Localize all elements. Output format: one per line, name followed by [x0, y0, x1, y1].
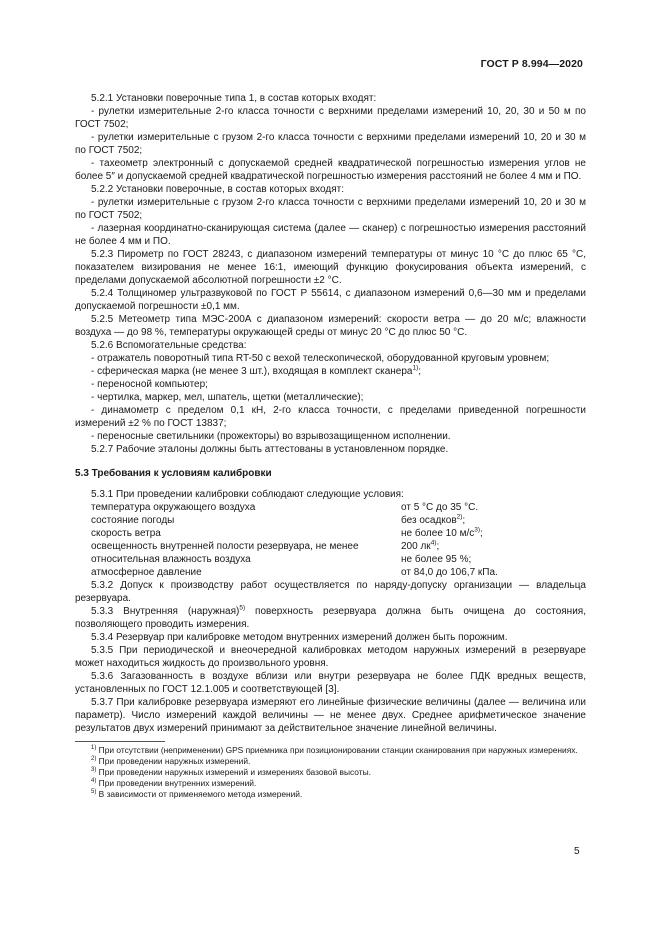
- footnote-divider: [75, 741, 165, 742]
- condition-value-text: от 84,0 до 106,7 кПа.: [401, 567, 498, 578]
- condition-row: [75, 527, 586, 540]
- condition-value-tail: ;: [480, 528, 483, 539]
- clause-text: 5.3.5 При периодической и внеочередной калибровках методом наружных измерений в резервуаре может находиться жидкость до произвольного уровня.: [75, 645, 586, 669]
- footnote: [75, 767, 586, 778]
- condition-row: [75, 540, 586, 553]
- clause-paragraph: [75, 157, 586, 183]
- condition-value: [401, 540, 439, 553]
- condition-value-tail: ;: [436, 541, 440, 552]
- footnote-ref: 5): [239, 604, 246, 612]
- conditions-table: [75, 501, 586, 579]
- condition-value: [401, 501, 478, 514]
- condition-row: [75, 553, 586, 566]
- footnote-mark: 2): [91, 756, 97, 763]
- clause-paragraph: [75, 430, 586, 443]
- footnote-text: При проведении внутренних измерений.: [98, 778, 257, 788]
- clause-paragraph: [75, 378, 586, 391]
- clause-text: - отражатель поворотный типа RT-50 с вехой телескопической, оборудованной круговым уровнем;: [91, 353, 550, 364]
- condition-value-tail: ;: [462, 515, 466, 526]
- clause-paragraph: [75, 222, 586, 248]
- clause-text: - рулетки измерительные 2-го класса точности с верхними пределами измерений 10, 20, 30 и 50 м по ГОСТ 7502;: [75, 106, 586, 130]
- condition-value-text: 200 лк: [401, 541, 431, 552]
- footnote: [75, 756, 586, 767]
- condition-row: [75, 514, 586, 527]
- clause-paragraph: [75, 670, 586, 696]
- footnote-text: При отсутствии (неприменении) GPS приемника при позиционировании станции сканирования при наружных измерениях.: [98, 745, 578, 755]
- condition-value-text: не более 95 %;: [401, 554, 472, 565]
- clause-text: 5.2.1 Установки поверочные типа 1, в состав которых входят:: [91, 93, 377, 104]
- footnote-ref: 1): [412, 364, 419, 372]
- clause-paragraph: [75, 287, 586, 313]
- clause-paragraph: [75, 92, 586, 105]
- clause-paragraph: [75, 443, 586, 456]
- clause-text: 5.2.3 Пирометр по ГОСТ 28243, с диапазоном измерений температуры от минус 10 °С до плюс 65 °С, показателем визирования не менее 16:1, имеющий функцию фокусирования объекта измерений, с пределами допускаемой абсолютной погрешности ±2 °С.: [75, 249, 586, 286]
- clause-paragraph: [75, 183, 586, 196]
- clause-text: 5.3.3 Внутренняя (наружная): [91, 606, 240, 617]
- page-number: 5: [574, 846, 580, 857]
- condition-value-text: от 5 °С до 35 °С.: [401, 502, 479, 513]
- clause-text-tail: ;: [418, 366, 422, 377]
- section-heading-5-3: 5.3 Требования к условиям калибровки: [75, 468, 272, 479]
- clause-paragraph: [75, 313, 586, 339]
- clause-text: - сферическая марка (не менее 3 шт.), входящая в комплект сканера: [91, 366, 413, 377]
- condition-label: температура окружающего воздуха: [91, 502, 256, 513]
- footnote-mark: 5): [91, 789, 97, 796]
- condition-row: [75, 566, 586, 579]
- condition-value: [401, 566, 498, 579]
- condition-value: [401, 514, 465, 527]
- clause-paragraph: [75, 196, 586, 222]
- clause-text: 5.3.4 Резервуар при калибровке методом внутренних измерений должен быть порожним.: [91, 632, 508, 643]
- footnote-text: При проведении наружных измерений.: [98, 756, 251, 766]
- document-body: [75, 92, 586, 800]
- clause-paragraph: [75, 631, 586, 644]
- condition-label: атмосферное давление: [91, 567, 202, 578]
- footnote-text: При проведении наружных измерений и измерениях базовой высоты.: [98, 767, 371, 777]
- condition-label: состояние погоды: [91, 515, 175, 526]
- clause-paragraph: [75, 248, 586, 287]
- clause-text: 5.2.7 Рабочие эталоны должны быть аттестованы в установленном порядке.: [91, 444, 449, 455]
- footnote-ref: 2): [456, 513, 463, 521]
- condition-value: [401, 553, 471, 566]
- clause-text: 5.3.2 Допуск к производству работ осуществляется по наряду-допуску организации — владельца резервуара.: [75, 580, 586, 604]
- clause-text: - рулетки измерительные с грузом 2-го класса точности с верхними пределами измерений 10, 20 и 30 м по ГОСТ 7502;: [75, 197, 586, 221]
- conditions-intro: 5.3.1 При проведении калибровки соблюдают следующие условия:: [91, 489, 404, 500]
- condition-label: освещенность внутренней полости резервуара, не менее: [91, 541, 359, 552]
- clause-text: - тахеометр электронный с допускаемой средней квадратической погрешностью измерения углов не более 5″ и допускаемой средней квадратической погрешностью измерения расстояний не более 4 мм и ПО.: [75, 158, 586, 182]
- condition-value: [401, 527, 483, 540]
- document-header-id: ГОСТ Р 8.994—2020: [480, 58, 583, 70]
- footnote-text: В зависимости от применяемого метода измерений.: [98, 789, 303, 799]
- footnote-ref: 3): [474, 526, 481, 534]
- clause-text: 5.2.2 Установки поверочные, в состав которых входят:: [91, 184, 344, 195]
- clause-text: 5.2.6 Вспомогательные средства:: [91, 340, 247, 351]
- footnote-mark: 4): [91, 778, 97, 785]
- clause-paragraph: [75, 365, 586, 378]
- clause-text: 5.3.7 При калибровке резервуара измеряют его линейные физические величины (далее — величина или параметр). Число измерений каждой величины — не менее двух. Среднее арифметическое значение результатов двух измерений принимают за действительное значение линейной величины.: [75, 697, 586, 734]
- clause-text: - переносной компьютер;: [91, 379, 208, 390]
- clause-text: - переносные светильники (прожекторы) во взрывозащищенном исполнении.: [91, 431, 451, 442]
- clause-paragraph: [75, 579, 586, 605]
- clause-paragraph: [75, 352, 586, 365]
- clause-text: - динамометр с пределом 0,1 кН, 2-го класса точности, с пределами приведенной погрешности измерений ±2 % по ГОСТ 13837;: [75, 405, 586, 429]
- clause-text: - рулетки измерительные с грузом 2-го класса точности с верхними пределами измерений 10, 20 и 30 м по ГОСТ 7502;: [75, 132, 586, 156]
- condition-value-text: не более 10 м/с: [401, 528, 475, 539]
- clause-paragraph: [75, 391, 586, 404]
- condition-value-text: без осадков: [401, 515, 457, 526]
- footnote: [75, 745, 586, 756]
- footnotes: [75, 745, 586, 800]
- clause-paragraph: [75, 339, 586, 352]
- clause-text: - чертилка, маркер, мел, шпатель, щетки (металлические);: [91, 392, 364, 403]
- clause-text: 5.3.6 Загазованность в воздухе вблизи или внутри резервуара не более ПДК вредных веществ, установленных по ГОСТ 12.1.005 и соответствующей [3].: [75, 671, 586, 695]
- clause-text: 5.2.4 Толщиномер ультразвуковой по ГОСТ Р 55614, с диапазоном измерений 0,6—30 мм и пределами допускаемой погрешности ±0,1 мм.: [75, 288, 586, 312]
- clause-text-tail: поверхность резервуара должна быть очищена до состояния, позволяющего проводить измерения.: [75, 606, 586, 630]
- footnote: [75, 778, 586, 789]
- footnote: [75, 789, 586, 800]
- clause-text: 5.2.5 Метеометр типа МЭС-200А с диапазоном измерений: скорости ветра — до 20 м/с; влажности воздуха — до 98 %, температуры окружающей среды от минус 20 °С до плюс 50 °С.: [75, 314, 586, 338]
- clause-paragraph: [75, 644, 586, 670]
- clause-paragraph: [75, 404, 586, 430]
- footnote-ref: 4): [430, 539, 437, 547]
- clause-list-5-2: [75, 92, 586, 456]
- clause-paragraph: [75, 696, 586, 735]
- clause-list-5-3: [75, 579, 586, 735]
- condition-label: относительная влажность воздуха: [91, 554, 251, 565]
- clause-paragraph: [75, 605, 586, 631]
- condition-row: [75, 501, 586, 514]
- clause-paragraph: [75, 131, 586, 157]
- clause-text: - лазерная координатно-сканирующая система (далее — сканер) с погрешностью измерения расстояний не более 4 мм и ПО.: [75, 223, 586, 247]
- footnote-mark: 3): [91, 767, 97, 774]
- condition-label: скорость ветра: [91, 528, 161, 539]
- footnote-mark: 1): [91, 745, 97, 752]
- clause-paragraph: [75, 105, 586, 131]
